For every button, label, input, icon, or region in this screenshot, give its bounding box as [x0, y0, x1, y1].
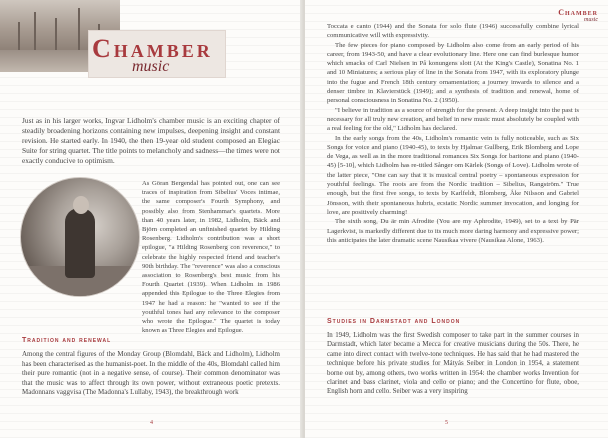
intro-text-wrap — [142, 179, 280, 335]
intro-paragraph-1: Just as in his larger works, Ingvar Lidholm's chamber music is an exciting chapter of steadily broadening horizons containing new impulses, deepening insight and constant revision. He started early. In 1940, the then 19-year old student composed an Elegiac Suite for string quartet. The title points to melancholy and sadness—the times were not exactly conducive to optimism. — [22, 116, 280, 165]
left-page — [0, 0, 303, 438]
darmstadt-text — [327, 331, 579, 397]
right-page — [305, 0, 608, 438]
right-text — [327, 22, 579, 245]
running-head-title: Chamber — [558, 8, 598, 17]
section-heading-tradition: Tradition and renewal — [22, 337, 112, 344]
page-title: Chamber — [92, 34, 213, 63]
renewal-paragraph: Among the central figures of the Monday Group (Blomdahl, Bäck and Lidholm), Lidholm has been characterised as the humanist-poet. In the middle of the 40s, Blomdahl called him their pure romantic (not in a negative sense, of course). Their common denominator was that the music was to affect through its own power, without extraneous poetic pretexts. Madonnans vaggvisa (The Madonna's Lullaby, 1943), the breakthrough work — [22, 350, 280, 397]
intro-paragraph-2: As Göran Bergendal has pointed out, one can see traces of inspiration from Sibelius' Voces intimae, the same composer's Fourth Symphony, and possibly also from Stenhammar's quartets. More than 40 years later, in 1982, Lidholm, Bäck and Björn completed an unfinished quartet by Hilding Rosenberg. Lidholm's contribution was a short epilogue, "a Hilding Rosenberg con reverence," to celebrate the highly respected friend and teacher's 90th birthday. The "reverence" was also a conscious association to Rosenberg's best music from his Fourth Quartet (1939). When Lidholm in 1986 appended this Epilogue to the Three Elegies from 1947 he had a reason: he "wanted to see if the youthful tones had any relevance to the composer who wrote the Epilogue." The quartet is today known as Three Elegies and Epilogue. — [142, 180, 280, 335]
right-paragraph-1: Toccata e canto (1944) and the Sonata for solo flute (1946) successfully combine lyrical communicative will with expressivity. — [327, 23, 579, 40]
right-paragraph-3: "I believe in tradition as a source of strength for the present. A deep insight into the past is necessary for all truly new creation, and belief in new music must absolutely be coupled with a real feeling for the old," Lidholm has declared. — [327, 106, 579, 133]
right-paragraph-2: The few pieces for piano composed by Lidholm also come from an early period of his career, from 1943-50, and have a clear evolutionary line. Here one can find burlesque humor which smacks of Carl Nielsen in På konungens slott (At the King's Castle), Sonatina No. 1 and 10 Miniatures; a serious play of line in the Sonata from 1947, with its exploratory plunge into the fugue and French 18th century ornamentation; a journey inwards to silence and a denser timbre in Klavierstück (1949); and a synthesis of tradition and renewal, home of personal consciousness in Sonatina No. 2 (1950). — [327, 41, 579, 105]
running-head — [558, 8, 598, 23]
darmstadt-paragraph: In 1949, Lidholm was the first Swedish composer to take part in the summer courses in Darmstadt, which later became a Mecca for creative musicians during the 50s. There, he came into direct contact with twelve-tone techniques. He has said that he had mastered the technique before his private studies for Mátyás Seiber in London in 1954, a statement borne out by, among others, two works written in 1954: the chamber works Invention for clarinet and bass clarinet, viola and cello or piano; and the Concertino for flute, oboe, English horn and cello. Seiber was a very inspiring — [327, 332, 579, 396]
page-subtitle: music — [132, 58, 170, 75]
composer-portrait — [20, 177, 140, 297]
renewal-text — [22, 350, 280, 398]
intro-text — [22, 116, 280, 166]
right-paragraph-4: In the early songs from the 40s, Lidholm's romantic vein is fully noticeable, such as Six Songs for voice and piano (1940-45), to texts by Hjalmar Gullberg, Erik Blomberg and Lope de Vega, as well as in the more traditional romances Six Songs for baritone and piano (1940-45) [5-10], which Lidholm has re-titled Sånger om Kärlek (Songs of Love). Lidholm wrote of the latter piece, "One can say that it is musical central poetry – spontaneous expression for youthful feelings. The roots are from the Nordic tradition – Sibelius, Rangström." True enough, but the first five songs, to texts by Karlfeldt, Blomberg, Åke Nilsson and Gabriel Jönsson, with their spontaneous hubris, ecstatic Nordic summer invocation, and longing for love, are positively charming! — [327, 134, 579, 216]
right-paragraph-5: The sixth song, Du är min Afrodite (You are my Aphrodite, 1949), set to a text by Pär Lagerkvist, is markedly different due to its much more daring harmony and expressive power; this anticipates the later dramatic scene Nausikaa vivere (Nausikaa Alone, 1963). — [327, 218, 579, 244]
page-number-right: 5 — [445, 420, 448, 426]
running-head-subtitle: music — [584, 17, 598, 23]
section-heading-darmstadt: Studies in Darmstadt and London — [327, 318, 461, 325]
page-number-left: 4 — [150, 420, 153, 426]
